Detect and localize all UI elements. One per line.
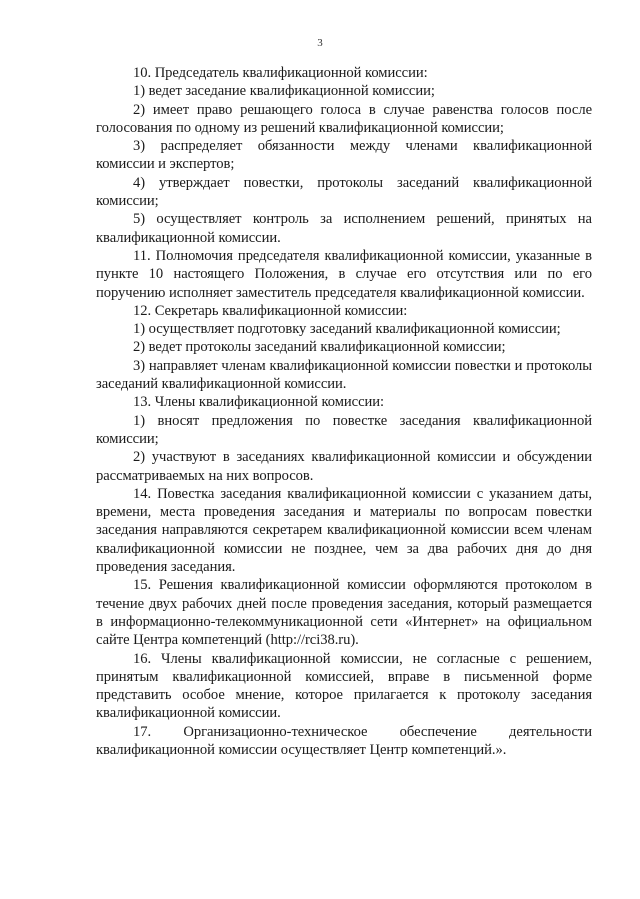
paragraph-12-item-3: 3) направляет членам квалификационной комиссии повестки и протоколы заседаний квалификационной комиссии. — [96, 357, 592, 393]
paragraph-10-item-2: 2) имеет право решающего голоса в случае равенства голосов после голосования по одному из решений квалификационной комиссии; — [96, 101, 592, 136]
paragraph-10: 10. Председатель квалификационной комиссии: — [133, 65, 428, 81]
paragraph-12: 12. Секретарь квалификационной комиссии: — [133, 302, 408, 319]
paragraph-13-item-2: 2) участвуют в заседаниях квалификационной комиссии и обсуждении рассматриваемых на них вопросов. — [96, 449, 592, 484]
paragraph-15: 15. Решения квалификационной комиссии оформляются протоколом в течение двух рабочих дней после проведения заседания, который размещается в информационно-телекоммуникационной сети «Интернет» на официальном сайте Центра компетенций (http://rci38.ru). — [96, 577, 592, 649]
paragraph-13-item-1: 1) вносят предложения по повестке заседания квалификационной комиссии; — [96, 412, 592, 447]
paragraph-10-item-5: 5) осуществляет контроль за исполнением решений, принятых на квалификационной комиссии. — [96, 211, 592, 246]
paragraph-12-item-1: 1) осуществляет подготовку заседаний квалификационной комиссии; — [133, 321, 561, 338]
paragraph-11: 11. Полномочия председателя квалификационной комиссии, указанные в пункте 10 настоящего Положения, в случае его отсутствия или по его поручению исполняет заместитель председателя квалификационной комиссии. — [96, 247, 592, 301]
paragraph-13: 13. Члены квалификационной комиссии: — [133, 394, 385, 411]
paragraph-10-item-4: 4) утверждает повестки, протоколы заседаний квалификационной комиссии; — [96, 174, 592, 210]
paragraph-17: 17. Организационно-техническое обеспечение деятельности квалификационной комиссии осуществляет Центр компетенций.». — [96, 723, 592, 758]
paragraph-14: 14. Повестка заседания квалификационной комиссии с указанием даты, времени, места проведения заседания и материалы по вопросам повестки заседания направляются секретарем квалификационной комиссии всем членам квалификационной комиссии не позднее, чем за два рабочих дня до дня проведения заседания. — [96, 485, 592, 576]
paragraph-12-item-2: 2) ведет протоколы заседаний квалификационной комиссии; — [133, 339, 506, 356]
paragraph-10-item-3: 3) распределяет обязанности между членами квалификационной комиссии и экспертов; — [96, 138, 592, 173]
paragraph-16: 16. Члены квалификационной комиссии, не согласные с решением, принятым квалификационной комиссией, вправе в письменной форме представить особое мнение, которое прилагается к протоколу заседания квалификационной комиссии. — [96, 650, 592, 722]
document-body — [96, 64, 592, 759]
page-number: 3 — [317, 37, 323, 49]
paragraph-10-item-1: 1) ведет заседание квалификационной комиссии; — [133, 83, 435, 100]
